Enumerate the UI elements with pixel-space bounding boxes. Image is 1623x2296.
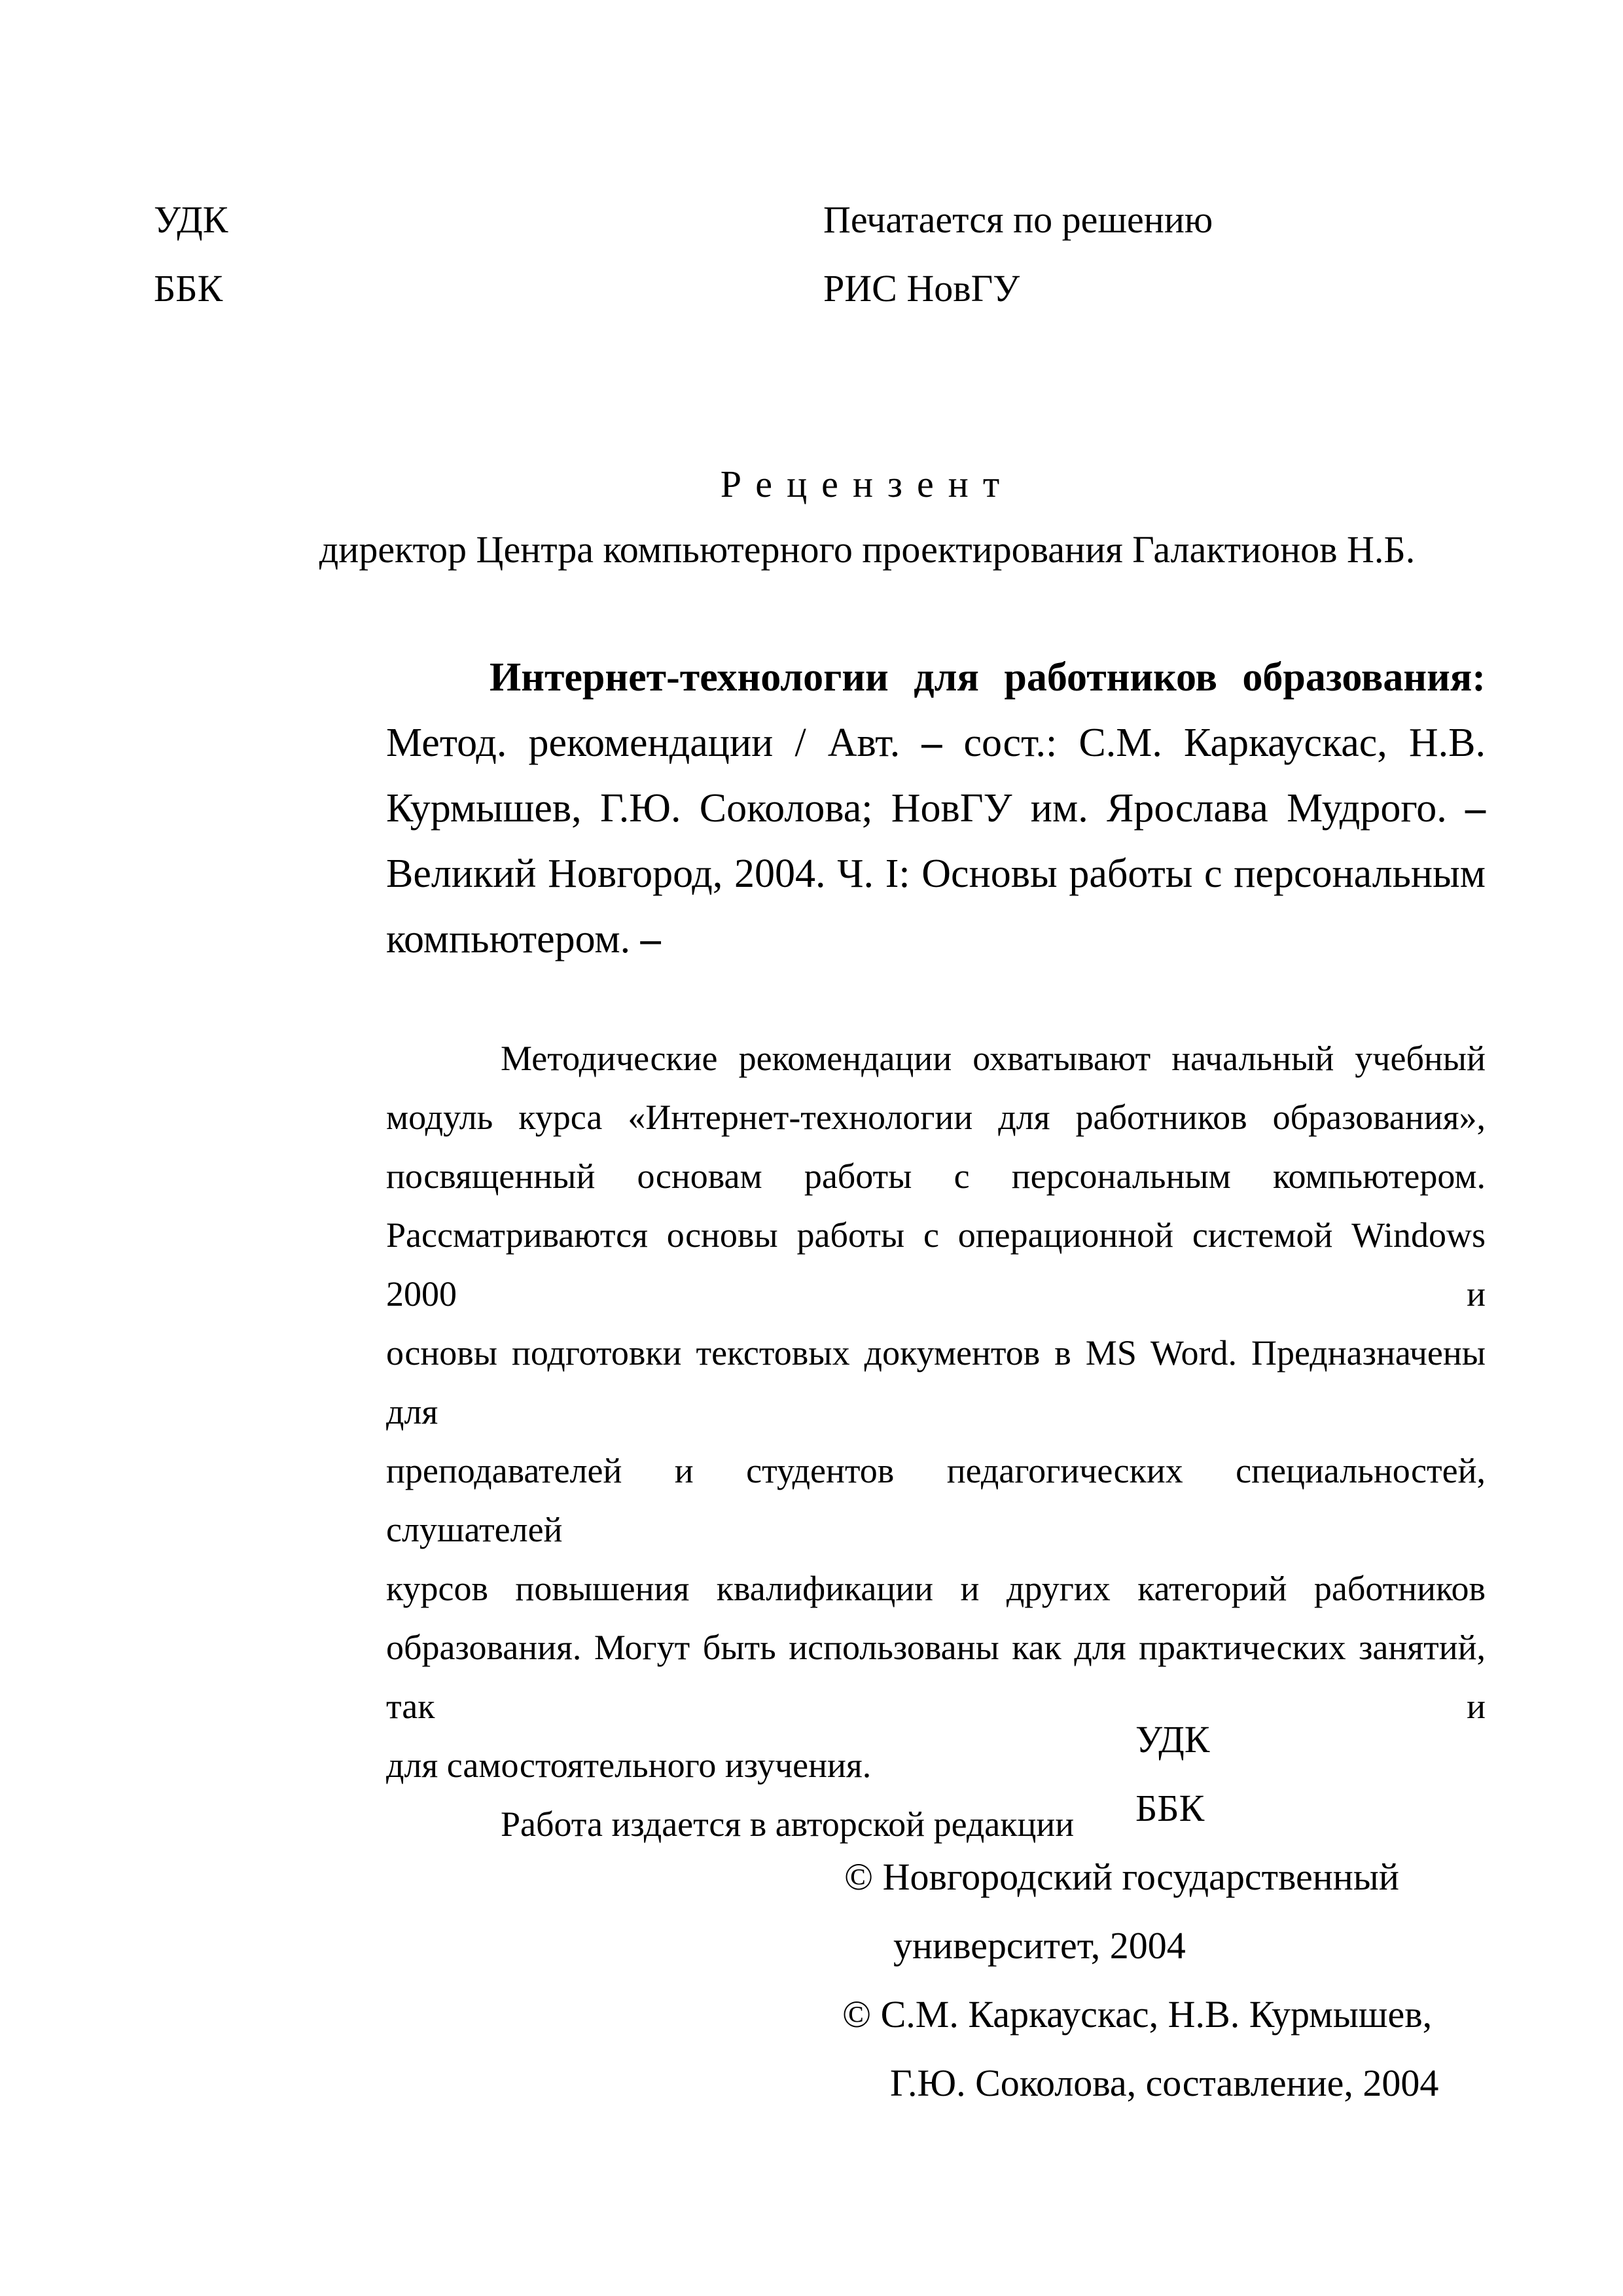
title-line-3-dash: – (1465, 786, 1486, 831)
copyright-authors-line-1: © С.М. Каркаускас, Н.В. Курмышев, (842, 1993, 1433, 2036)
title-line-3 (386, 776, 1486, 841)
top-codes (154, 185, 228, 323)
annotation-line: Рассматриваются основы работы с операционной системой Windows 2000 и (386, 1215, 1486, 1314)
bbk-label: ББК (154, 267, 223, 310)
imprint-block (842, 1705, 1438, 2117)
udc-label: УДК (154, 198, 228, 241)
annotation-line: модуль курса «Интернет-технологии для работников образования», (386, 1098, 1486, 1137)
title-line-3-text: Курмышев, Г.Ю. Соколова; НовГУ им. Ярослава Мудрого. (386, 786, 1447, 831)
bibliographic-description (386, 645, 1486, 972)
edition-note: Работа издается в авторской редакции (501, 1804, 1075, 1844)
imprint-bbk-label: ББК (1135, 1787, 1205, 1829)
reviewer-heading: Рецензент (720, 463, 1014, 505)
print-approval-note (823, 185, 1213, 323)
title-line-2 (386, 710, 1486, 776)
title-line-5-text: компьютером. (386, 917, 631, 961)
annotation-line: посвященный основам работы с персональным компьютером. (386, 1157, 1486, 1196)
annotation-line: основы подготовки текстовых документов в MS Word. Предназначены для (386, 1333, 1486, 1431)
title-line-2-dash: – (921, 721, 942, 765)
title-line-2-text-after-dash: сост.: С.М. Каркаускас, Н.В. (963, 721, 1486, 765)
annotation-line: образования. Могут быть использованы как для практических занятий, так и (386, 1628, 1486, 1726)
copyright-university-line-2: университет, 2004 (893, 1924, 1186, 1967)
reviewer-name-line: директор Центра компьютерного проектирования Галактионов Н.Б. (319, 528, 1416, 571)
reviewer-section (281, 452, 1453, 583)
annotation-line: для самостоятельного изучения. (386, 1746, 872, 1785)
title-line-1: Интернет-технологии для работников образования: (490, 655, 1486, 700)
imprint-udc-label: УДК (1135, 1718, 1210, 1761)
annotation-line: Методические рекомендации охватывают начальный учебный (501, 1039, 1486, 1078)
title-line-5-dash: – (640, 917, 661, 961)
print-note-line-2: РИС НовГУ (823, 267, 1020, 310)
print-note-line-1: Печатается по решению (823, 198, 1213, 241)
copyright-university-line-1: © Новгородский государственный (844, 1856, 1399, 1898)
title-line-2-text: Метод. рекомендации / Авт. (386, 721, 901, 765)
annotation-line: преподавателей и студентов педагогических специальностей, слушателей (386, 1451, 1486, 1549)
title-line-5 (386, 906, 1486, 972)
title-line-4: Великий Новгород, 2004. Ч. I: Основы работы с персональным (386, 852, 1486, 896)
copyright-authors-line-2: Г.Ю. Соколова, составление, 2004 (890, 2062, 1439, 2104)
annotation-line: курсов повышения квалификации и других категорий работников (386, 1569, 1486, 1608)
